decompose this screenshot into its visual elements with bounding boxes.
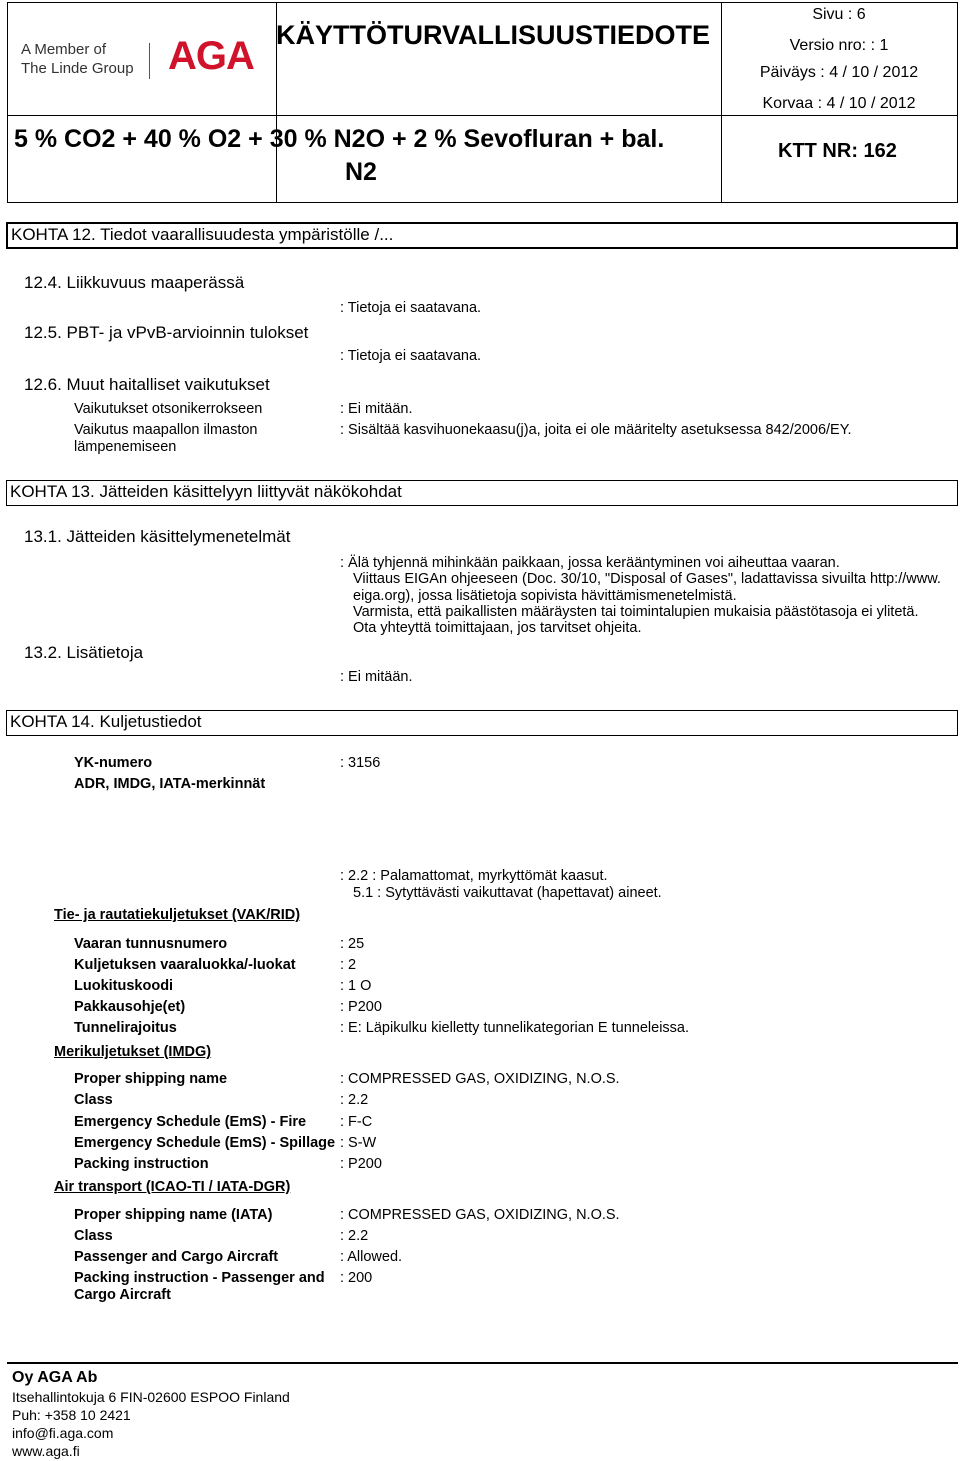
section-13-header: KOHTA 13. Jätteiden käsittelyyn liittyvät näkökohdat [6,480,958,506]
subsection-12-5-title: 12.5. PBT- ja vPvB-arvioinnin tulokset [24,323,309,342]
subsection-13-1-title: 13.1. Jätteiden käsittelymenetelmät [24,527,291,546]
subsection-13-2-title: 13.2. Lisätietoja [24,643,144,662]
subsection-12-5-value: : Tietoja ei saatavana. [340,348,482,364]
ems-fire-value: : F-C [340,1114,373,1130]
product-name-line2: N2 [345,158,377,186]
footer-phone: Puh: +358 10 2421 [12,1407,131,1423]
global-warming-value: : Sisältää kasvihuonekaasu(j)a, joita ei ole määritelty asetuksessa 842/2006/EY. [340,422,852,438]
road-transport-title: Tie- ja rautatiekuljetukset (VAK/RID) [54,907,301,923]
sea-shipping-name-value: : COMPRESSED GAS, OXIDIZING, N.O.S. [340,1071,620,1087]
sea-shipping-name-label: Proper shipping name [74,1071,228,1087]
subsection-12-6-title: 12.6. Muut haitalliset vaikutukset [24,375,270,394]
ems-spillage-value: : S-W [340,1135,377,1151]
footer-address: Itsehallintokuja 6 FIN-02600 ESPOO Finland [12,1389,290,1405]
disposal-text-line-4: Varmista, että paikallisten määräysten tai toimintalupien mukaisia päästötasoja ei ylitetä. [353,604,919,620]
air-shipping-name-value: : COMPRESSED GAS, OXIDIZING, N.O.S. [340,1207,620,1223]
sea-class-value: : 2.2 [340,1092,369,1108]
air-packing-label-2: Cargo Aircraft [74,1287,171,1303]
sea-packing-label: Packing instruction [74,1156,209,1172]
aga-logo: AGA [168,34,254,78]
global-warming-label-2: lämpenemiseen [74,439,177,455]
logo-divider [149,43,150,79]
air-transport-title: Air transport (ICAO-TI / IATA-DGR) [54,1179,291,1195]
product-name-line1: 5 % CO2 + 40 % O2 + 30 % N2O + 2 % Sevofluran + bal. [14,125,665,153]
tunnel-restriction-label: Tunnelirajoitus [74,1020,177,1036]
replaces-date: Korvaa : 4 / 10 / 2012 [762,95,916,112]
tunnel-restriction-value: : E: Läpikulku kielletty tunnelikategorian E tunneleissa. [340,1020,690,1036]
ems-fire-label: Emergency Schedule (EmS) - Fire [74,1114,307,1130]
sea-packing-value: : P200 [340,1156,382,1172]
disposal-text-line-5: Ota yhteyttä toimittajaan, jos tarvitset ohjeita. [353,620,642,636]
document-title: KÄYTTÖTURVALLISUUSTIEDOTE [276,20,711,50]
air-class-value: : 2.2 [340,1228,369,1244]
un-number-label: YK-numero [74,755,153,771]
ktt-number: KTT NR: 162 [778,140,897,162]
transport-class-label: Kuljetuksen vaaraluokka/-luokat [74,957,296,973]
ozone-value: : Ei mitään. [340,401,413,417]
air-packing-label: Packing instruction - Passenger and [74,1270,325,1286]
adr-labels-value-2: 5.1 : Sytyttävästi vaikuttavat (hapettavat) aineet. [353,885,662,901]
passenger-cargo-label: Passenger and Cargo Aircraft [74,1249,279,1265]
un-number-value: : 3156 [340,755,381,771]
air-class-label: Class [74,1228,113,1244]
sea-class-label: Class [74,1092,113,1108]
adr-labels-label: ADR, IMDG, IATA-merkinnät [74,776,266,792]
classification-code-value: : 1 O [340,978,372,994]
packing-instruction-label: Pakkausohje(et) [74,999,186,1015]
footer-company: Oy AGA Ab [12,1369,98,1386]
disposal-text-line-2: Viittaus EIGAn ohjeeseen (Doc. 30/10, "Disposal of Gases", ladattavissa sivuilta http://www. [353,571,941,587]
footer-website[interactable]: www.aga.fi [12,1443,80,1459]
disposal-text-line-3: eiga.org), jossa lisätietoja sopivista hävittämismenetelmistä. [353,588,737,604]
classification-code-label: Luokituskoodi [74,978,174,994]
adr-labels-value-1: : 2.2 : Palamattomat, myrkyttömät kaasut. [340,868,608,884]
hazard-id-label: Vaaran tunnusnumero [74,936,228,952]
footer-divider [7,1362,958,1364]
section-14-header: KOHTA 14. Kuljetustiedot [6,710,958,736]
air-packing-value: : 200 [340,1270,373,1286]
packing-instruction-value: : P200 [340,999,382,1015]
global-warming-label-1: Vaikutus maapallon ilmaston [74,422,258,438]
version-number: Versio nro: : 1 [789,37,889,54]
ozone-label: Vaikutukset otsonikerrokseen [74,401,263,417]
linde-group-logo-text: A Member of The Linde Group [21,41,134,77]
section-12-header: KOHTA 12. Tiedot vaarallisuudesta ympäristölle /... [6,222,958,249]
subsection-12-4-value: : Tietoja ei saatavana. [340,300,482,316]
footer-email[interactable]: info@fi.aga.com [12,1425,114,1441]
air-shipping-name-label: Proper shipping name (IATA) [74,1207,273,1223]
passenger-cargo-value: : Allowed. [340,1249,403,1265]
page-number: Sivu : 6 [812,6,866,23]
sea-transport-title: Merikuljetukset (IMDG) [54,1044,212,1060]
subsection-12-4-title: 12.4. Liikkuvuus maaperässä [24,273,245,292]
issue-date: Päiväys : 4 / 10 / 2012 [759,64,919,81]
subsection-13-2-value: : Ei mitään. [340,669,413,685]
ems-spillage-label: Emergency Schedule (EmS) - Spillage [74,1135,336,1151]
transport-class-value: : 2 [340,957,357,973]
hazard-id-value: : 25 [340,936,365,952]
disposal-text-line-1: : Älä tyhjennä mihinkään paikkaan, jossa kerääntyminen voi aiheuttaa vaaran. [340,555,840,571]
